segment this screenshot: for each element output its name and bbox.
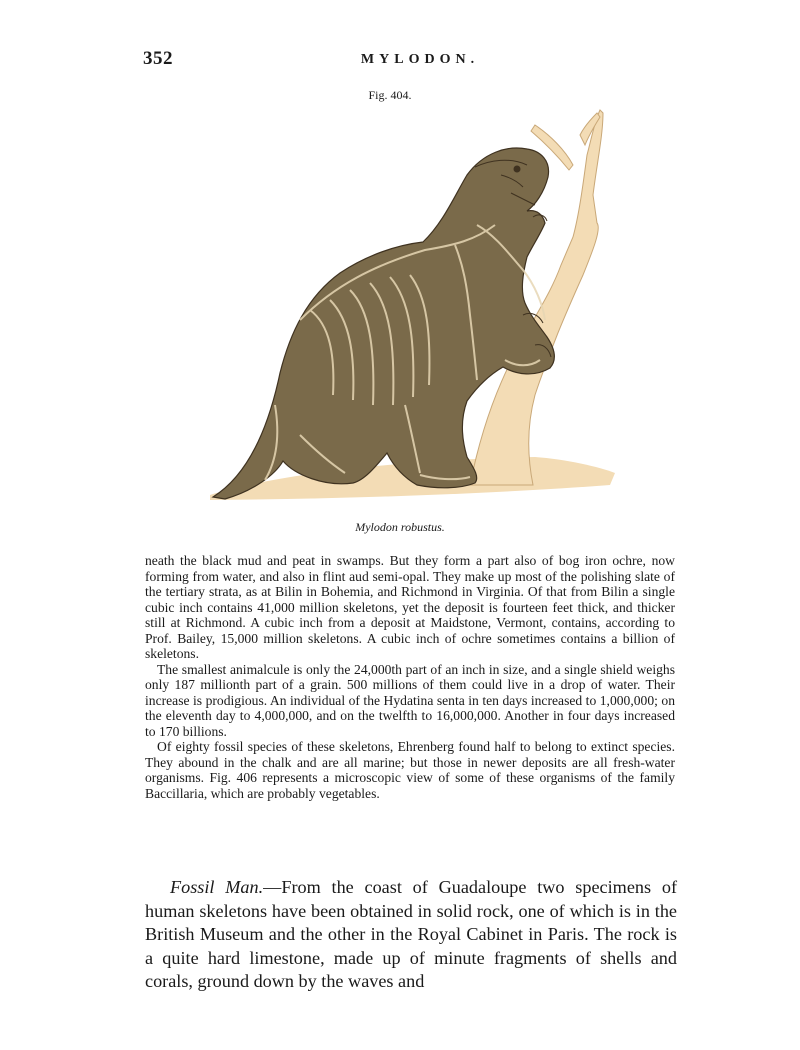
fossil-man-heading: Fossil Man. bbox=[170, 877, 264, 897]
fossil-man-text: —From the coast of Guadaloupe two specimens of human skeletons have been obtained in solid rock, one of which is in the British Museum and the other in the Royal Cabinet in Paris. The rock is a quite hard limestone, made up of minute fragments of shells and corals, ground down by the waves and bbox=[145, 877, 678, 991]
figure-caption: Mylodon robustus. bbox=[355, 520, 445, 534]
paragraph-bog-ochre: neath the black mud and peat in swamps. But they form a part also of bog iron ochre, now forming from water, and also in flint aud semi-opal. They make up most of the polishing slate of the tertiary strata, as at Bilin in Bohemia, and Richmond in Virginia. Of that from Bilin a single cubic inch contains 41,000 million skeletons, yet the deposit is fourteen feet thick, and thicker still at Richmond. A cubic inch from a deposit at Maidstone, Vermont, contains, according to Prof. Bailey, 15,000 million skeletons. A cubic inch of ochre sometimes contains a billion of skeletons. bbox=[145, 553, 675, 661]
mylodon-skeleton-illustration bbox=[205, 105, 625, 510]
page-number: 352 bbox=[143, 48, 173, 69]
paragraph-fossil-man bbox=[145, 876, 677, 994]
paragraph-animalcule: The smallest animalcule is only the 24,000th part of an inch in size, and a single shield weighs only 187 millionth part of a grain. 500 millions of them could live in a drop of water. Their increase is prodigious. An individual of the Hydatina senta in ten days increased to 1,000,000; on the eleventh day to 4,000,000, and on the twelfth to 16,000,000. Another in four days increased to 170 billions. bbox=[145, 661, 675, 739]
paragraph-ehrenberg: Of eighty fossil species of these skeletons, Ehrenberg found half to belong to extinct species. They abound in the chalk and are all marine; but those in newer deposits are all fresh-water organisms. Fig. 406 represents a microscopic view of some of these organisms of the family Baccillaria, which are probably vegetables. bbox=[145, 739, 675, 801]
running-head: MYLODON. bbox=[360, 52, 480, 67]
eye-socket bbox=[514, 166, 521, 173]
small-print-body bbox=[145, 553, 675, 801]
large-print-body bbox=[145, 876, 677, 994]
figure-label: Fig. 404. bbox=[368, 88, 412, 102]
